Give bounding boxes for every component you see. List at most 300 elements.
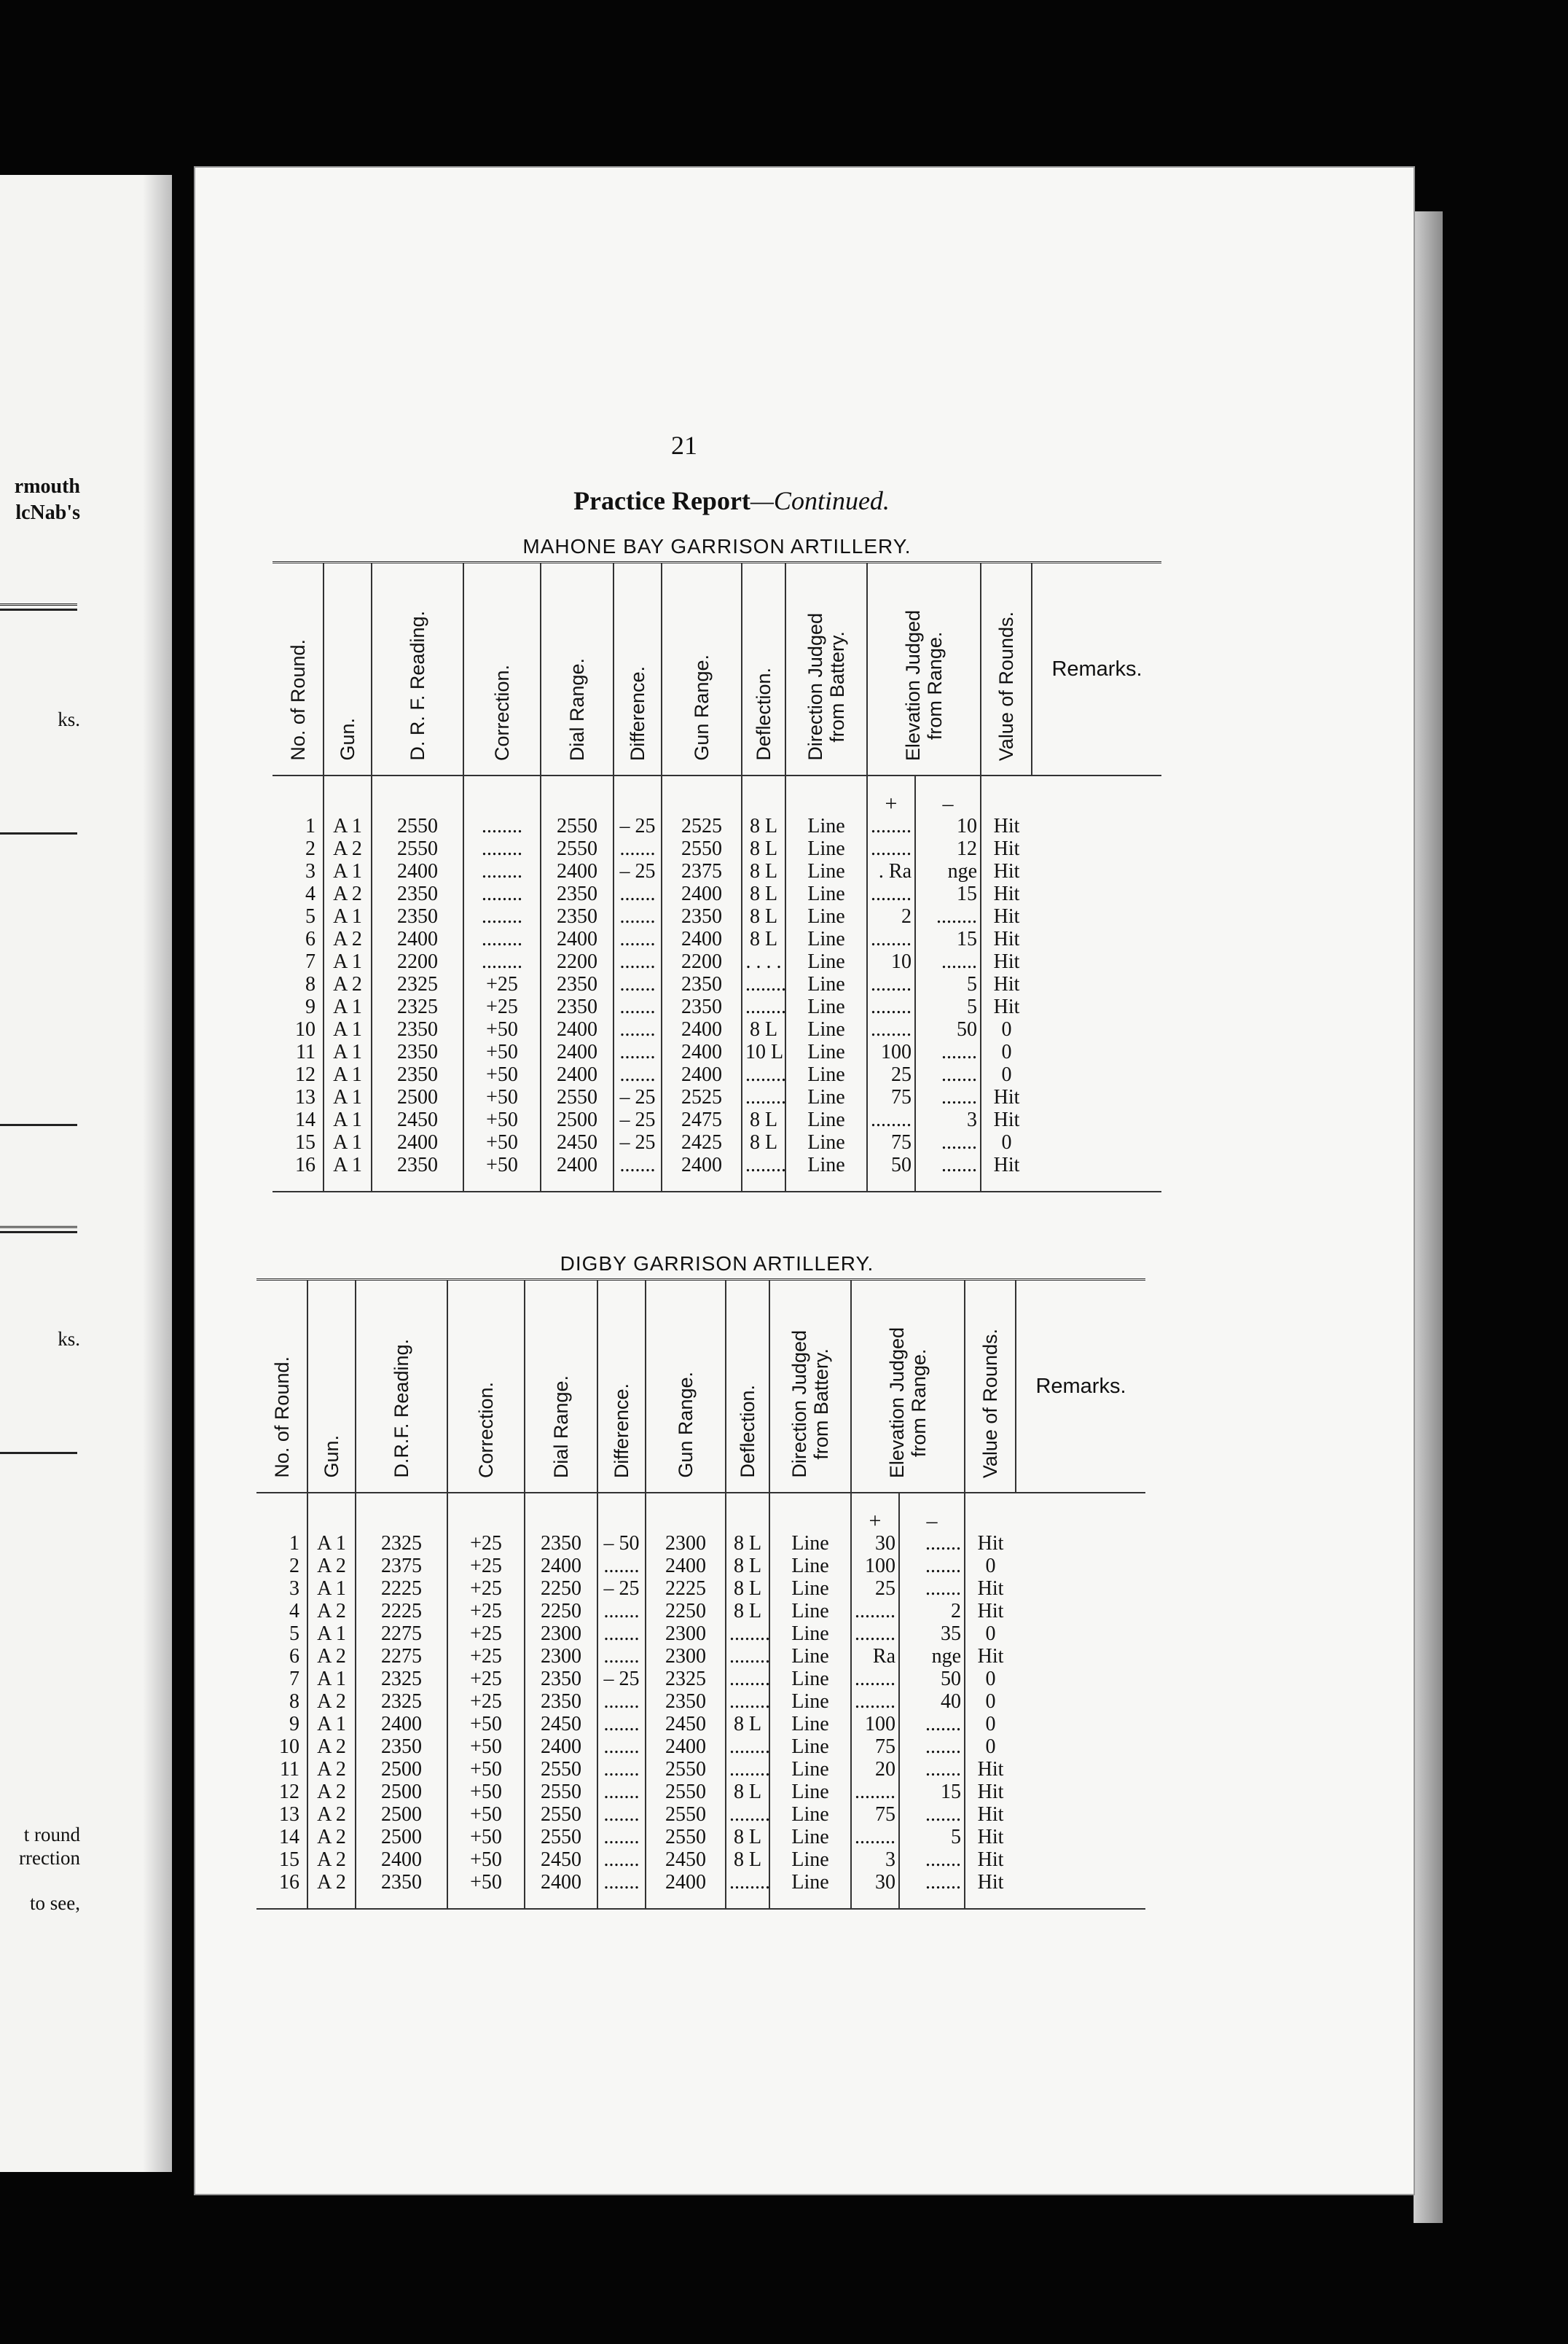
table-row bbox=[256, 1826, 1145, 1848]
deflection-cell: 8 L bbox=[726, 1713, 769, 1735]
remarks-cell bbox=[1016, 1555, 1145, 1577]
drf-reading-cell: 2350 bbox=[356, 1735, 447, 1758]
section-title-digby: DIGBY GARRISON ARTILLERY. bbox=[560, 1252, 874, 1275]
elevation-minus-cell: ....... bbox=[899, 1735, 965, 1758]
drf-reading-cell: 2500 bbox=[356, 1826, 447, 1848]
correction-cell: +50 bbox=[463, 1109, 541, 1131]
table-row bbox=[256, 1690, 1145, 1713]
correction-cell: +25 bbox=[463, 973, 541, 996]
correction-cell: +25 bbox=[447, 1645, 525, 1668]
deflection-cell: 8 L bbox=[726, 1826, 769, 1848]
table-row bbox=[273, 1109, 1161, 1131]
value-of-round-cell: 0 bbox=[981, 1063, 1032, 1086]
elevation-plus-cell: Ra bbox=[851, 1645, 899, 1668]
elevation-minus-cell: ........ bbox=[915, 905, 981, 928]
drf-reading-cell: 2200 bbox=[372, 950, 463, 973]
dial-range-cell: 2550 bbox=[525, 1781, 597, 1803]
col-header-drf: D. R. F. Reading. bbox=[372, 563, 463, 776]
drf-reading-cell: 2225 bbox=[356, 1600, 447, 1622]
dial-range-cell: 2250 bbox=[525, 1577, 597, 1600]
gun-cell: A 2 bbox=[307, 1758, 356, 1781]
col-header-direction: Direction Judged from Battery. bbox=[785, 563, 867, 776]
difference-cell: – 25 bbox=[614, 1131, 662, 1154]
gun-cell: A 2 bbox=[324, 837, 372, 860]
direction-judged-cell: Line bbox=[785, 1063, 867, 1086]
direction-judged-cell: Line bbox=[769, 1532, 851, 1555]
section-title-mahone: MAHONE BAY GARRISON ARTILLERY. bbox=[522, 535, 912, 558]
elevation-plus-cell: 100 bbox=[851, 1555, 899, 1577]
correction-cell: ........ bbox=[463, 860, 541, 883]
round-number-cell: 15 bbox=[295, 1131, 315, 1154]
col-header-elevation: Elevation Judged from Range. bbox=[851, 1280, 965, 1493]
remarks-cell bbox=[1032, 996, 1161, 1018]
table-row bbox=[273, 996, 1161, 1018]
table-row bbox=[256, 1713, 1145, 1735]
remarks-cell bbox=[1032, 1086, 1161, 1109]
fragment-text: rrection bbox=[19, 1847, 80, 1869]
correction-cell: +25 bbox=[447, 1622, 525, 1645]
correction-cell: ........ bbox=[463, 905, 541, 928]
correction-cell: +50 bbox=[447, 1848, 525, 1871]
page-gutter bbox=[143, 175, 172, 2172]
direction-judged-cell: Line bbox=[769, 1848, 851, 1871]
elevation-plus-cell: ........ bbox=[851, 1690, 899, 1713]
col-header-elevation: Elevation Judged from Range. bbox=[867, 563, 981, 776]
difference-cell: – 25 bbox=[597, 1668, 646, 1690]
deflection-cell: ........ bbox=[726, 1622, 769, 1645]
divider bbox=[0, 1226, 77, 1233]
round-number-cell: 2 bbox=[305, 837, 315, 860]
deflection-cell: ........ bbox=[742, 996, 785, 1018]
elevation-minus-sign: – bbox=[899, 1493, 965, 1532]
correction-cell: ........ bbox=[463, 928, 541, 950]
col-header-difference: Difference. bbox=[614, 563, 662, 776]
direction-judged-cell: Line bbox=[769, 1668, 851, 1690]
gun-range-cell: 2550 bbox=[662, 837, 742, 860]
remarks-cell bbox=[1016, 1826, 1145, 1848]
dial-range-cell: 2300 bbox=[525, 1645, 597, 1668]
elevation-minus-cell: 10 bbox=[915, 815, 981, 837]
drf-reading-cell: 2225 bbox=[356, 1577, 447, 1600]
round-number-cell: 13 bbox=[279, 1803, 299, 1826]
deflection-cell: 8 L bbox=[726, 1848, 769, 1871]
elevation-minus-cell: 15 bbox=[915, 928, 981, 950]
remarks-cell bbox=[1016, 1493, 1145, 1532]
col-header-dial-range: Dial Range. bbox=[525, 1280, 597, 1493]
elevation-plus-cell: ........ bbox=[851, 1781, 899, 1803]
remarks-cell bbox=[1032, 815, 1161, 837]
col-header-difference: Difference. bbox=[597, 1280, 646, 1493]
round-number-cell: 12 bbox=[295, 1063, 315, 1086]
direction-judged-cell: Line bbox=[785, 815, 867, 837]
dial-range-cell: 2450 bbox=[541, 1131, 614, 1154]
gun-cell: A 2 bbox=[307, 1826, 356, 1848]
direction-judged-cell: Line bbox=[785, 883, 867, 905]
col-header-correction: Correction. bbox=[463, 563, 541, 776]
deflection-cell: 8 L bbox=[742, 837, 785, 860]
table-row bbox=[273, 928, 1161, 950]
page-number: 21 bbox=[671, 431, 697, 460]
elevation-minus-cell: 2 bbox=[899, 1600, 965, 1622]
direction-judged-cell: Line bbox=[785, 1018, 867, 1041]
remarks-cell bbox=[1032, 860, 1161, 883]
gun-range-cell: 2350 bbox=[662, 973, 742, 996]
spacer-cell bbox=[447, 1493, 525, 1532]
deflection-cell: 8 L bbox=[726, 1555, 769, 1577]
elevation-minus-cell: ....... bbox=[915, 1131, 981, 1154]
direction-judged-cell: Line bbox=[785, 837, 867, 860]
elevation-minus-cell: ....... bbox=[915, 1086, 981, 1109]
value-of-round-cell: 0 bbox=[965, 1735, 1016, 1758]
value-of-round-cell: Hit bbox=[965, 1871, 1016, 1909]
elevation-plus-cell: 20 bbox=[851, 1758, 899, 1781]
page-title bbox=[195, 485, 1414, 516]
remarks-cell bbox=[1016, 1668, 1145, 1690]
table-row bbox=[256, 1577, 1145, 1600]
round-number-cell: 6 bbox=[305, 928, 315, 950]
value-of-round-cell: Hit bbox=[965, 1600, 1016, 1622]
col-header-drf: D.R.F. Reading. bbox=[356, 1280, 447, 1493]
difference-cell: ....... bbox=[614, 837, 662, 860]
gun-range-cell: 2400 bbox=[662, 883, 742, 905]
dial-range-cell: 2550 bbox=[541, 815, 614, 837]
deflection-cell: 8 L bbox=[742, 905, 785, 928]
elevation-minus-cell: 12 bbox=[915, 837, 981, 860]
remarks-cell bbox=[1032, 928, 1161, 950]
correction-cell: +50 bbox=[463, 1131, 541, 1154]
direction-judged-cell: Line bbox=[785, 996, 867, 1018]
remarks-cell bbox=[1032, 905, 1161, 928]
table-row bbox=[256, 1532, 1145, 1555]
remarks-cell bbox=[1032, 1154, 1161, 1192]
gun-range-cell: 2300 bbox=[646, 1645, 726, 1668]
elevation-plus-cell: ........ bbox=[867, 1109, 915, 1131]
dial-range-cell: 2550 bbox=[525, 1758, 597, 1781]
table-row bbox=[256, 1645, 1145, 1668]
elevation-plus-cell: 30 bbox=[851, 1532, 899, 1555]
remarks-cell bbox=[1016, 1690, 1145, 1713]
gun-range-cell: 2375 bbox=[662, 860, 742, 883]
correction-cell: +25 bbox=[463, 996, 541, 1018]
correction-cell: ........ bbox=[463, 883, 541, 905]
deflection-cell: ........ bbox=[742, 1086, 785, 1109]
value-of-round-cell: Hit bbox=[981, 1086, 1032, 1109]
gun-range-cell: 2350 bbox=[646, 1690, 726, 1713]
difference-cell: – 25 bbox=[614, 815, 662, 837]
drf-reading-cell: 2325 bbox=[356, 1668, 447, 1690]
value-of-round-cell: 0 bbox=[965, 1668, 1016, 1690]
value-of-round-cell: Hit bbox=[981, 860, 1032, 883]
gun-cell: A 2 bbox=[307, 1848, 356, 1871]
round-number-cell: 7 bbox=[289, 1668, 299, 1690]
mahone-report-table bbox=[273, 561, 1161, 1192]
drf-reading-cell: 2550 bbox=[372, 815, 463, 837]
dial-range-cell: 2450 bbox=[525, 1848, 597, 1871]
drf-reading-cell: 2400 bbox=[372, 860, 463, 883]
deflection-cell: 8 L bbox=[742, 1131, 785, 1154]
elevation-minus-cell: 5 bbox=[915, 973, 981, 996]
gun-range-cell: 2550 bbox=[646, 1826, 726, 1848]
gun-range-cell: 2300 bbox=[646, 1622, 726, 1645]
direction-judged-cell: Line bbox=[769, 1622, 851, 1645]
divider bbox=[0, 1124, 77, 1126]
drf-reading-cell: 2350 bbox=[372, 1154, 463, 1192]
dial-range-cell: 2250 bbox=[525, 1600, 597, 1622]
page-title-continued: —Continued. bbox=[750, 486, 890, 515]
round-number-cell: 16 bbox=[273, 1154, 324, 1192]
spacer-cell bbox=[307, 1493, 356, 1532]
gun-cell: A 1 bbox=[324, 1086, 372, 1109]
elevation-minus-cell: 15 bbox=[899, 1781, 965, 1803]
gun-cell: A 2 bbox=[324, 928, 372, 950]
col-header-correction: Correction. bbox=[447, 1280, 525, 1493]
elevation-plus-cell: 75 bbox=[851, 1735, 899, 1758]
dial-range-cell: 2400 bbox=[541, 1154, 614, 1192]
elevation-plus-sign: + bbox=[851, 1493, 899, 1532]
round-number-cell: 16 bbox=[256, 1871, 307, 1909]
gun-cell: A 1 bbox=[307, 1668, 356, 1690]
gun-cell: A 1 bbox=[324, 905, 372, 928]
value-of-round-cell: Hit bbox=[965, 1532, 1016, 1555]
spacer-cell bbox=[965, 1493, 1016, 1532]
dial-range-cell: 2350 bbox=[541, 883, 614, 905]
drf-reading-cell: 2275 bbox=[356, 1622, 447, 1645]
direction-judged-cell: Line bbox=[785, 928, 867, 950]
fragment-text: rmouth bbox=[14, 475, 80, 498]
drf-reading-cell: 2325 bbox=[356, 1690, 447, 1713]
spacer-cell bbox=[981, 776, 1032, 815]
direction-judged-cell: Line bbox=[769, 1758, 851, 1781]
deflection-cell: 8 L bbox=[726, 1600, 769, 1622]
gun-cell: A 1 bbox=[307, 1577, 356, 1600]
difference-cell: – 25 bbox=[614, 860, 662, 883]
col-header-direction: Direction Judged from Battery. bbox=[769, 1280, 851, 1493]
round-number-cell: 1 bbox=[305, 815, 315, 837]
drf-reading-cell: 2275 bbox=[356, 1645, 447, 1668]
drf-reading-cell: 2500 bbox=[372, 1086, 463, 1109]
elevation-plus-cell: 75 bbox=[867, 1131, 915, 1154]
deflection-cell: ........ bbox=[726, 1758, 769, 1781]
round-number-cell: 6 bbox=[289, 1645, 299, 1668]
table-row bbox=[273, 1086, 1161, 1109]
difference-cell: ....... bbox=[597, 1555, 646, 1577]
elevation-plus-cell: 100 bbox=[851, 1713, 899, 1735]
value-of-round-cell: 0 bbox=[965, 1690, 1016, 1713]
elevation-plus-cell: 10 bbox=[867, 950, 915, 973]
deflection-cell: 8 L bbox=[742, 928, 785, 950]
value-of-round-cell: Hit bbox=[965, 1758, 1016, 1781]
difference-cell: ....... bbox=[597, 1690, 646, 1713]
direction-judged-cell: Line bbox=[769, 1735, 851, 1758]
table-row bbox=[256, 1781, 1145, 1803]
gun-range-cell: 2225 bbox=[646, 1577, 726, 1600]
value-of-round-cell: Hit bbox=[965, 1826, 1016, 1848]
deflection-cell: ........ bbox=[726, 1668, 769, 1690]
gun-cell: A 1 bbox=[307, 1713, 356, 1735]
dial-range-cell: 2500 bbox=[541, 1109, 614, 1131]
round-number-cell: 10 bbox=[295, 1018, 315, 1041]
drf-reading-cell: 2400 bbox=[372, 1131, 463, 1154]
elevation-plus-cell: 50 bbox=[867, 1154, 915, 1192]
difference-cell: – 25 bbox=[614, 1086, 662, 1109]
deflection-cell: 8 L bbox=[742, 883, 785, 905]
table-row bbox=[273, 883, 1161, 905]
value-of-round-cell: 0 bbox=[981, 1018, 1032, 1041]
gun-range-cell: 2300 bbox=[646, 1532, 726, 1555]
col-header-value: Value of Rounds. bbox=[981, 563, 1032, 776]
spacer-cell bbox=[525, 1493, 597, 1532]
difference-cell: ....... bbox=[597, 1645, 646, 1668]
document-page bbox=[195, 168, 1414, 2194]
value-of-round-cell: 0 bbox=[981, 1131, 1032, 1154]
gun-cell: A 2 bbox=[307, 1735, 356, 1758]
drf-reading-cell: 2325 bbox=[372, 973, 463, 996]
correction-cell: +50 bbox=[463, 1018, 541, 1041]
spacer-cell bbox=[324, 776, 372, 815]
drf-reading-cell: 2450 bbox=[372, 1109, 463, 1131]
col-header-round: No. of Round. bbox=[256, 1280, 307, 1493]
round-number-cell: 14 bbox=[279, 1826, 299, 1848]
gun-range-cell: 2550 bbox=[646, 1803, 726, 1826]
dial-range-cell: 2400 bbox=[525, 1555, 597, 1577]
fragment-text: ks. bbox=[58, 1328, 80, 1350]
table-row bbox=[273, 1041, 1161, 1063]
remarks-cell bbox=[1032, 883, 1161, 905]
dial-range-cell: 2400 bbox=[541, 1063, 614, 1086]
spacer-cell bbox=[742, 776, 785, 815]
difference-cell: ....... bbox=[614, 1041, 662, 1063]
value-of-round-cell: Hit bbox=[965, 1848, 1016, 1871]
elevation-plus-cell: 3 bbox=[851, 1848, 899, 1871]
elevation-plus-cell: ........ bbox=[851, 1622, 899, 1645]
direction-judged-cell: Line bbox=[769, 1690, 851, 1713]
dial-range-cell: 2350 bbox=[541, 973, 614, 996]
table-row bbox=[256, 1622, 1145, 1645]
col-header-round: No. of Round. bbox=[273, 563, 324, 776]
value-of-round-cell: Hit bbox=[981, 815, 1032, 837]
table-row bbox=[273, 1018, 1161, 1041]
col-header-deflection: Deflection. bbox=[742, 563, 785, 776]
divider bbox=[0, 603, 77, 611]
dial-range-cell: 2400 bbox=[525, 1871, 597, 1909]
gun-range-cell: 2400 bbox=[662, 928, 742, 950]
value-of-round-cell: Hit bbox=[981, 1109, 1032, 1131]
deflection-cell: 10 L bbox=[742, 1041, 785, 1063]
round-number-cell: 8 bbox=[305, 973, 315, 996]
remarks-cell bbox=[1032, 1063, 1161, 1086]
table-row bbox=[256, 1735, 1145, 1758]
gun-range-cell: 2550 bbox=[646, 1781, 726, 1803]
direction-judged-cell: Line bbox=[769, 1871, 851, 1909]
elevation-plus-cell: 100 bbox=[867, 1041, 915, 1063]
elevation-minus-sign: – bbox=[915, 776, 981, 815]
dial-range-cell: 2200 bbox=[541, 950, 614, 973]
gun-range-cell: 2450 bbox=[646, 1848, 726, 1871]
gun-cell: A 1 bbox=[324, 1063, 372, 1086]
difference-cell: ....... bbox=[597, 1803, 646, 1826]
value-of-round-cell: 0 bbox=[965, 1555, 1016, 1577]
table-row bbox=[256, 1555, 1145, 1577]
gun-cell: A 2 bbox=[307, 1645, 356, 1668]
value-of-round-cell: 0 bbox=[981, 1041, 1032, 1063]
spacer-cell bbox=[541, 776, 614, 815]
difference-cell: ....... bbox=[614, 996, 662, 1018]
elevation-plus-cell: ........ bbox=[867, 928, 915, 950]
elevation-plus-cell: 30 bbox=[851, 1871, 899, 1909]
remarks-cell bbox=[1016, 1848, 1145, 1871]
gun-cell: A 1 bbox=[324, 1041, 372, 1063]
dial-range-cell: 2550 bbox=[525, 1803, 597, 1826]
difference-cell: ....... bbox=[614, 950, 662, 973]
gun-cell: A 2 bbox=[307, 1690, 356, 1713]
gun-cell: A 1 bbox=[307, 1622, 356, 1645]
correction-cell: +25 bbox=[447, 1600, 525, 1622]
round-number-cell: 14 bbox=[295, 1109, 315, 1131]
dial-range-cell: 2400 bbox=[541, 1018, 614, 1041]
spacer-cell bbox=[614, 776, 662, 815]
drf-reading-cell: 2350 bbox=[356, 1871, 447, 1909]
dial-range-cell: 2350 bbox=[541, 905, 614, 928]
spacer-cell bbox=[273, 776, 324, 815]
gun-range-cell: 2325 bbox=[646, 1668, 726, 1690]
elevation-plus-cell: 25 bbox=[867, 1063, 915, 1086]
elevation-minus-cell: ....... bbox=[899, 1871, 965, 1909]
elevation-minus-cell: nge bbox=[915, 860, 981, 883]
deflection-cell: ........ bbox=[726, 1735, 769, 1758]
elevation-minus-cell: 3 bbox=[915, 1109, 981, 1131]
gun-cell: A 1 bbox=[324, 860, 372, 883]
correction-cell: +50 bbox=[463, 1086, 541, 1109]
elevation-minus-cell: ....... bbox=[899, 1848, 965, 1871]
elevation-minus-cell: 50 bbox=[915, 1018, 981, 1041]
round-number-cell: 9 bbox=[305, 996, 315, 1018]
difference-cell: ....... bbox=[614, 928, 662, 950]
deflection-cell: ........ bbox=[742, 973, 785, 996]
dial-range-cell: 2300 bbox=[525, 1622, 597, 1645]
table-row bbox=[273, 837, 1161, 860]
direction-judged-cell: Line bbox=[769, 1577, 851, 1600]
dial-range-cell: 2400 bbox=[541, 1041, 614, 1063]
correction-cell: +25 bbox=[447, 1668, 525, 1690]
deflection-cell: ........ bbox=[742, 1063, 785, 1086]
col-header-remarks: Remarks. bbox=[1016, 1280, 1145, 1493]
dial-range-cell: 2450 bbox=[525, 1713, 597, 1735]
correction-cell: +50 bbox=[447, 1871, 525, 1909]
remarks-cell bbox=[1032, 950, 1161, 973]
deflection-cell: 8 L bbox=[726, 1577, 769, 1600]
gun-range-cell: 2400 bbox=[646, 1735, 726, 1758]
direction-judged-cell: Line bbox=[769, 1600, 851, 1622]
elevation-plus-cell: ........ bbox=[867, 815, 915, 837]
elevation-plus-cell: ........ bbox=[851, 1668, 899, 1690]
difference-cell: ....... bbox=[597, 1758, 646, 1781]
elevation-minus-cell: ....... bbox=[899, 1532, 965, 1555]
elevation-plus-cell: ........ bbox=[867, 1018, 915, 1041]
gun-range-cell: 2475 bbox=[662, 1109, 742, 1131]
drf-reading-cell: 2400 bbox=[356, 1848, 447, 1871]
elevation-plus-sign: + bbox=[867, 776, 915, 815]
value-of-round-cell: Hit bbox=[981, 928, 1032, 950]
difference-cell: ....... bbox=[597, 1826, 646, 1848]
difference-cell: ....... bbox=[597, 1848, 646, 1871]
table-row bbox=[273, 905, 1161, 928]
correction-cell: +50 bbox=[463, 1154, 541, 1192]
difference-cell: ....... bbox=[614, 973, 662, 996]
difference-cell: ....... bbox=[614, 883, 662, 905]
table-row bbox=[273, 815, 1161, 837]
drf-reading-cell: 2500 bbox=[356, 1803, 447, 1826]
correction-cell: +50 bbox=[463, 1063, 541, 1086]
